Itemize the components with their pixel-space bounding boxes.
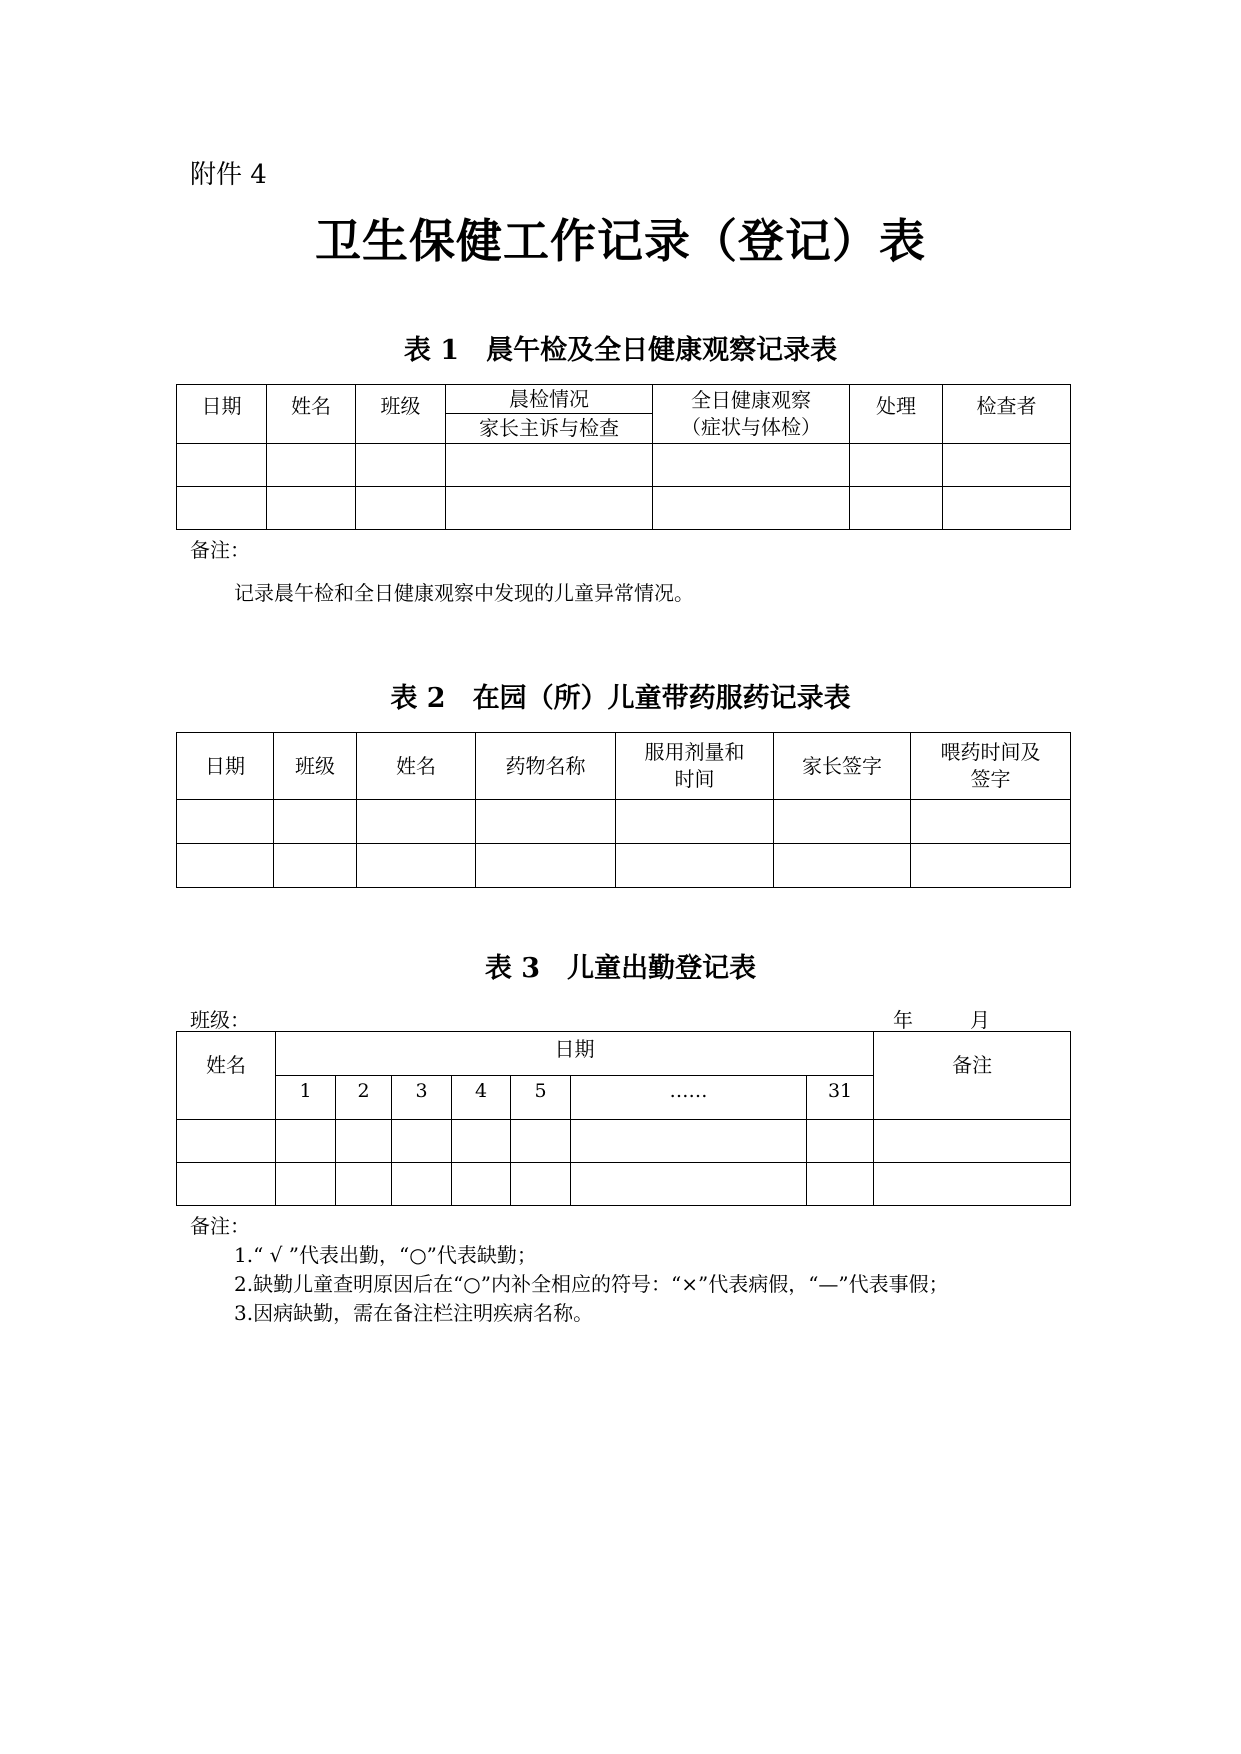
- cell[interactable]: [356, 444, 446, 487]
- header-feed-line2: 签字: [970, 767, 1011, 791]
- cell[interactable]: [850, 487, 943, 530]
- header-observation-line2: （症状与体检）: [681, 415, 821, 439]
- header-morning-check: [446, 385, 653, 444]
- cell[interactable]: [446, 487, 653, 530]
- header-feed-line1: 喂药时间及: [940, 740, 1041, 764]
- header-date: 日期: [177, 385, 267, 444]
- header-inspector: 检查者: [943, 385, 1071, 444]
- year-label: 年: [893, 1008, 913, 1032]
- cell[interactable]: [653, 487, 850, 530]
- cell[interactable]: [177, 844, 274, 888]
- cell[interactable]: [356, 487, 446, 530]
- cell[interactable]: [392, 1120, 452, 1163]
- cell[interactable]: [446, 444, 653, 487]
- header-class: 班级: [356, 385, 446, 444]
- cell[interactable]: [807, 1120, 874, 1163]
- header-name: 姓名: [177, 1032, 276, 1120]
- attachment-label: 附件 4: [190, 160, 267, 190]
- cell[interactable]: [874, 1163, 1071, 1206]
- cell[interactable]: [274, 844, 357, 888]
- cell[interactable]: [511, 1120, 571, 1163]
- cell[interactable]: [274, 800, 357, 844]
- cell[interactable]: [177, 487, 267, 530]
- header-parent-sign: 家长签字: [774, 733, 911, 800]
- header-date: 日期: [177, 733, 274, 800]
- cell[interactable]: [943, 444, 1071, 487]
- cell[interactable]: [616, 844, 774, 888]
- header-morning-check-label: 晨检情况: [509, 387, 589, 411]
- header-day: 5: [511, 1076, 571, 1120]
- cell[interactable]: [336, 1120, 392, 1163]
- document-title: 卫生保健工作记录（登记）表: [315, 214, 926, 268]
- header-drug-name: 药物名称: [476, 733, 616, 800]
- table1-title: 表 1 晨午检及全日健康观察记录表: [403, 335, 838, 366]
- cell[interactable]: [911, 844, 1071, 888]
- cell[interactable]: [774, 800, 911, 844]
- header-feed: [911, 733, 1071, 800]
- cell[interactable]: [571, 1163, 807, 1206]
- table-row: [177, 1163, 1071, 1206]
- month-label: 月: [970, 1008, 990, 1032]
- header-day: 31: [807, 1076, 874, 1120]
- header-remark: 备注: [874, 1032, 1071, 1120]
- header-dose-line1: 服用剂量和: [644, 740, 745, 764]
- table2-title: 表 2 在园（所）儿童带药服药记录表: [390, 683, 851, 714]
- cell[interactable]: [357, 800, 476, 844]
- cell[interactable]: [276, 1163, 336, 1206]
- header-dose-line2: 时间: [674, 767, 715, 791]
- cell[interactable]: [850, 444, 943, 487]
- header-treatment: 处理: [850, 385, 943, 444]
- table3-note-item: 3.因病缺勤，需在备注栏注明疾病名称。: [234, 1301, 594, 1325]
- header-day: 4: [452, 1076, 511, 1120]
- header-day-ellipsis: ……: [571, 1076, 807, 1120]
- cell[interactable]: [476, 800, 616, 844]
- cell[interactable]: [476, 844, 616, 888]
- cell[interactable]: [177, 1163, 276, 1206]
- header-day: 3: [392, 1076, 452, 1120]
- table3-note-item: 2.缺勤儿童查明原因后在“○”内补全相应的符号：“×”代表病假，“—”代表事假；: [234, 1272, 949, 1296]
- header-observation-line1: 全日健康观察: [691, 388, 811, 412]
- cell[interactable]: [616, 800, 774, 844]
- header-day: 2: [336, 1076, 392, 1120]
- table-row: [177, 1120, 1071, 1163]
- cell[interactable]: [276, 1120, 336, 1163]
- cell[interactable]: [571, 1120, 807, 1163]
- cell[interactable]: [807, 1163, 874, 1206]
- cell[interactable]: [177, 800, 274, 844]
- cell[interactable]: [874, 1120, 1071, 1163]
- header-observation: [653, 385, 850, 444]
- medication-table: [176, 732, 1071, 888]
- cell[interactable]: [452, 1120, 511, 1163]
- cell[interactable]: [511, 1163, 571, 1206]
- cell[interactable]: [911, 800, 1071, 844]
- cell[interactable]: [267, 444, 356, 487]
- cell[interactable]: [357, 844, 476, 888]
- cell[interactable]: [653, 444, 850, 487]
- cell[interactable]: [177, 1120, 276, 1163]
- table-row: [177, 487, 1071, 530]
- class-label: 班级：: [190, 1008, 250, 1032]
- cell[interactable]: [336, 1163, 392, 1206]
- header-class: 班级: [274, 733, 357, 800]
- table3-title: 表 3 儿童出勤登记表: [484, 953, 757, 984]
- table3-note-item: 1.“ √ ”代表出勤，“○”代表缺勤；: [234, 1243, 537, 1267]
- cell[interactable]: [774, 844, 911, 888]
- header-name: 姓名: [267, 385, 356, 444]
- table1-note-label: 备注：: [190, 538, 250, 562]
- cell[interactable]: [943, 487, 1071, 530]
- header-day: 1: [276, 1076, 336, 1120]
- header-parent-complaint: 家长主诉与检查: [446, 413, 652, 443]
- table3-note-label: 备注：: [190, 1214, 250, 1238]
- table-row: [177, 844, 1071, 888]
- table-row: [177, 800, 1071, 844]
- cell[interactable]: [392, 1163, 452, 1206]
- attendance-table: [176, 1031, 1071, 1206]
- cell[interactable]: [267, 487, 356, 530]
- header-date: 日期: [276, 1032, 874, 1076]
- cell[interactable]: [177, 444, 267, 487]
- header-dose: [616, 733, 774, 800]
- morning-check-table: [176, 384, 1071, 530]
- table1-note-text: 记录晨午检和全日健康观察中发现的儿童异常情况。: [234, 581, 694, 605]
- cell[interactable]: [452, 1163, 511, 1206]
- header-name: 姓名: [357, 733, 476, 800]
- table-row: [177, 444, 1071, 487]
